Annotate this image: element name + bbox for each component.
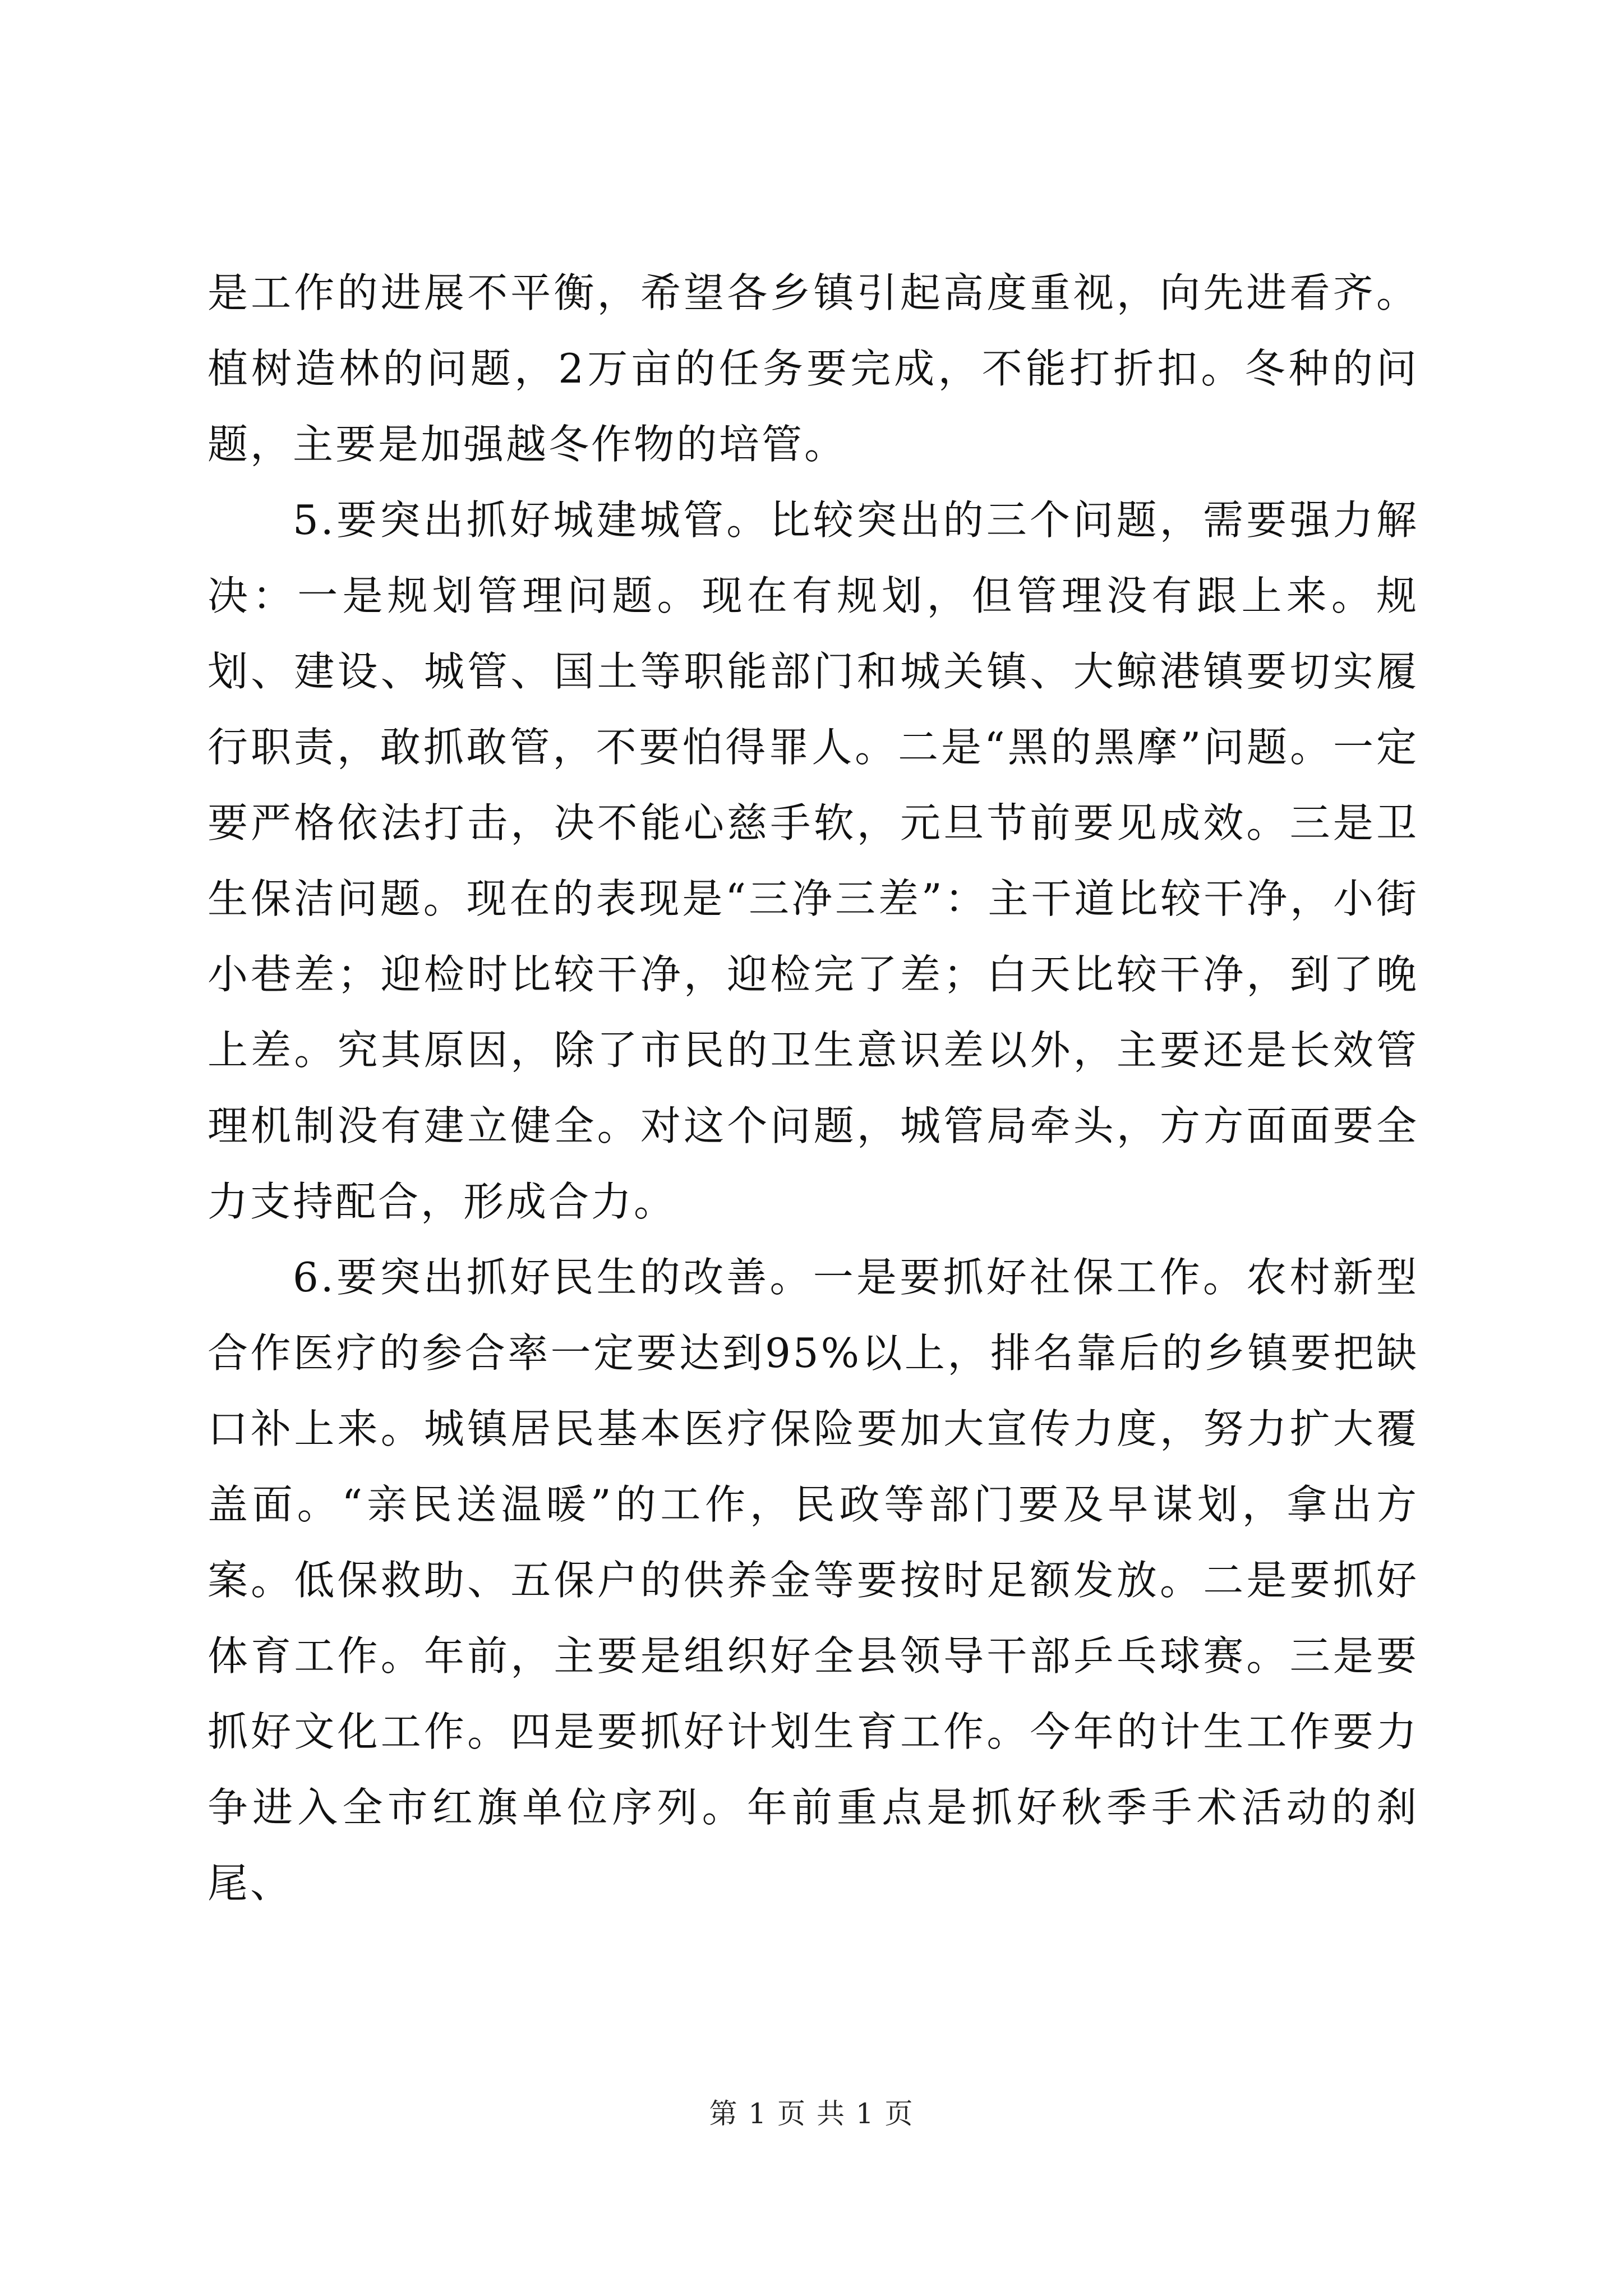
paragraph-continuation: 是工作的进展不平衡，希望各乡镇引起高度重视，向先进看齐。植树造林的问题，2万亩的任务要完成，不能打折扣。冬种的问题，主要是加强越冬作物的培管。 (208, 269, 1419, 468)
paragraph-section-6: 6.要突出抓好民生的改善。一是要抓好社保工作。农村新型合作医疗的参合率一定要达到95%以上，排名靠后的乡镇要把缺口补上来。城镇居民基本医疗保险要加大宣传力度，努力扩大覆盖面。“亲民送温暖”的工作，民政等部门要及早谋划，拿出方案。低保救助、五保户的供养金等要按时足额发放。二是要抓好体育工作。年前，主要是组织好全县领导干部乒乓球赛。三是要抓好文化工作。四是要抓好计划生育工作。今年的计生工作要力争进入全市红旗单位序列。年前重点是抓好秋季手术活动的刹尾、 (208, 1254, 1419, 1907)
document-body (208, 255, 1419, 1921)
page-number-footer: 第 1 页 共 1 页 (709, 2097, 914, 2130)
paragraph-section-5: 5.要突出抓好城建城管。比较突出的三个问题，需要强力解决：一是规划管理问题。现在有规划，但管理没有跟上来。规划、建设、城管、国土等职能部门和城关镇、大鲸港镇要切实履行职责，敢抓敢管，不要怕得罪人。二是“黑的黑摩”问题。一定要严格依法打击，决不能心慈手软，元旦节前要见成效。三是卫生保洁问题。现在的表现是“三净三差”：主干道比较干净，小街小巷差；迎检时比较干净，迎检完了差；白天比较干净，到了晚上差。究其原因，除了市民的卫生意识差以外，主要还是长效管理机制没有建立健全。对这个问题，城管局牵头，方方面面要全力支持配合，形成合力。 (208, 496, 1419, 1225)
